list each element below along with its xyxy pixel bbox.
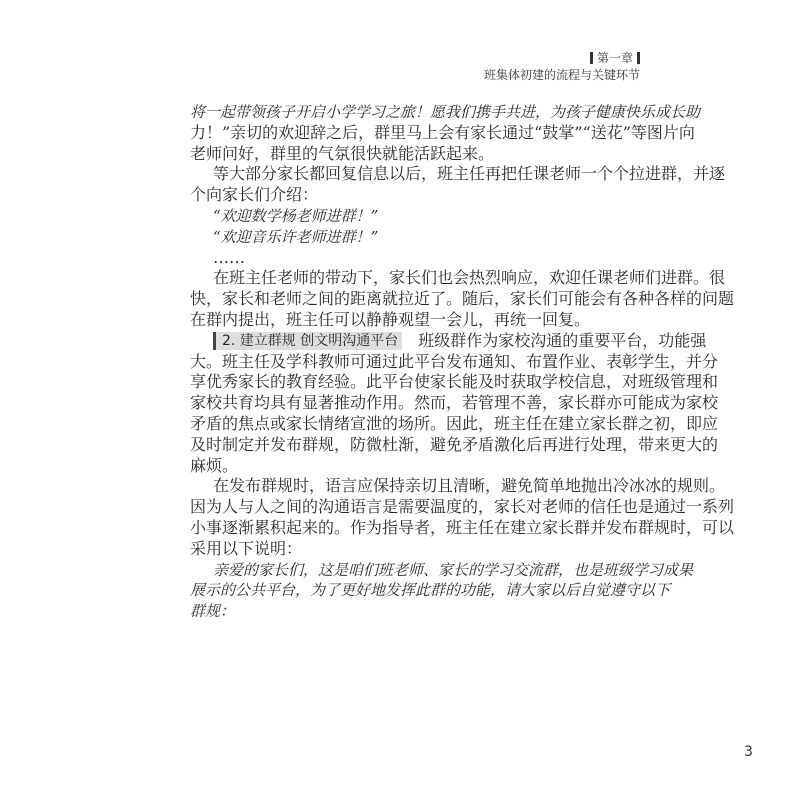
- section-heading-line: [190, 330, 707, 352]
- text-line: 及时制定并发布群规，防微杜渐，避免矛盾激化后再进行处理，带来更大的: [190, 434, 719, 454]
- body-text: [190, 102, 735, 622]
- text-line: 快，家长和老师之间的距离就拉近了。随后，家长们可能会有各种各样的问题: [190, 289, 735, 309]
- chapter-bar-right: [637, 52, 640, 64]
- running-header-subtitle: 班集体初建的流程与关键环节: [483, 68, 640, 82]
- text-line: 采用以下说明：: [190, 538, 303, 558]
- text-line: 大。班主任及学科教师可通过此平台发布通知、布置作业、表彰学生，并分: [190, 351, 719, 371]
- text-line: 小事逐渐累积起来的。作为指导者，班主任在建立家长群并发布群规时，可以: [190, 517, 735, 537]
- text-line: 享优秀家长的教育经验。此平台使家长能及时获取学校信息，对班级管理和: [190, 372, 719, 392]
- section-heading: 2. 建立群规 创文明沟通平台: [213, 332, 402, 350]
- text-line: 麻烦。: [190, 455, 239, 475]
- text-line: 家校共育均具有显著推动作用。然而，若管理不善，家长群亦可能成为家校: [190, 393, 719, 413]
- text-line: 因为人与人之间的沟通语言是需要温度的，家长对老师的信任也是通过一系列: [190, 497, 735, 517]
- text-line: “欢迎数学杨老师进群！”: [213, 206, 379, 225]
- text-line: 力！”亲切的欢迎辞之后，群里马上会有家长通过“鼓掌”“送花”等图片向: [190, 122, 695, 142]
- text-line: 老师问好，群里的气氛很快就能活跃起来。: [190, 143, 495, 163]
- chapter-bar-left: [590, 52, 593, 64]
- text-line: 展示的公共平台，为了更好地发挥此群的功能，请大家以后自觉遵守以下: [190, 581, 671, 600]
- text-line: 矛盾的焦点或家长情绪宣泄的场所。因此，班主任在建立家长群之初，即应: [190, 413, 719, 433]
- page-number: 3: [744, 744, 753, 760]
- text-line: 亲爱的家长们，这是咱们班老师、家长的学习交流群，也是班级学习成果: [213, 560, 694, 579]
- chapter-label: [590, 49, 640, 66]
- text-line: 在班主任老师的带动下，家长们也会热烈响应，欢迎任课老师们进群。很: [213, 268, 726, 288]
- chapter-title: 第一章: [596, 51, 633, 65]
- text-line: 等大部分家长都回复信息以后，班主任再把任课老师一个个拉进群，并逐: [213, 164, 726, 184]
- text-line: 在发布群规时，语言应保持亲切且清晰，避免简单地抛出冷冰冰的规则。: [213, 476, 726, 496]
- body-part-1: [190, 102, 735, 331]
- text-line: “欢迎音乐许老师进群！”: [213, 227, 379, 246]
- text-line: 将一起带领孩子开启小学学习之旅！愿我们携手共进，为孩子健康快乐成长助: [190, 103, 701, 121]
- text-line: 群规：: [190, 602, 236, 621]
- text-line: 在群内提出，班主任可以静静观望一会儿，再统一回复。: [190, 309, 591, 329]
- section-first-line: 班级群作为家校沟通的重要平台，功能强: [418, 330, 707, 350]
- body-part-2: [190, 351, 735, 622]
- text-line: ……: [213, 247, 245, 267]
- text-line: 个向家长们介绍：: [190, 185, 319, 205]
